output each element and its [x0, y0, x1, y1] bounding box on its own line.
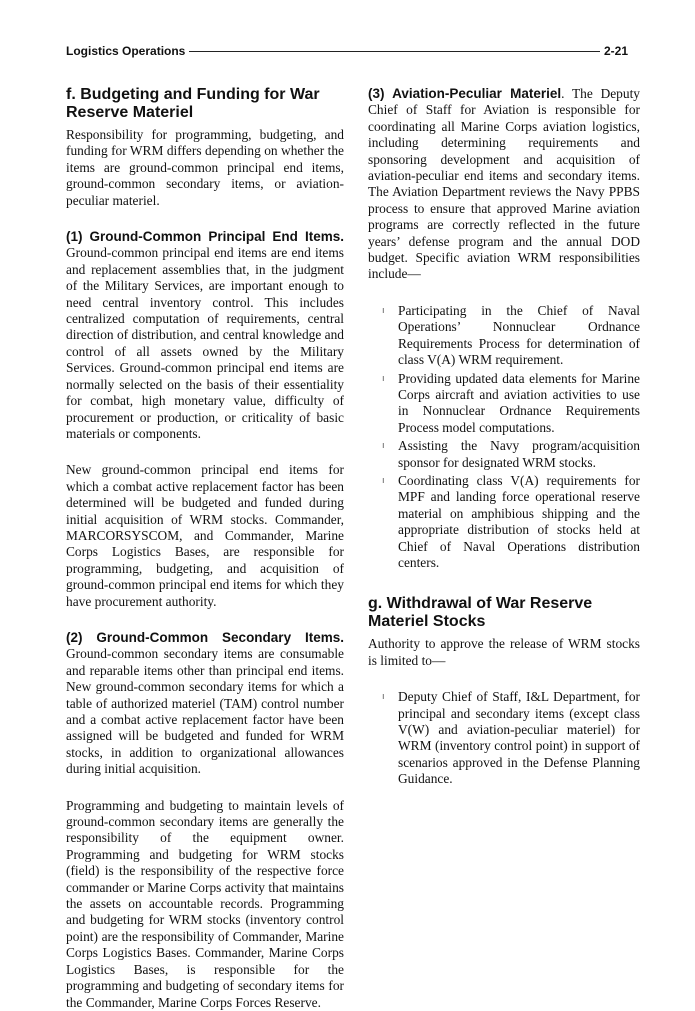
- right-column: [368, 86, 640, 808]
- running-header: [66, 41, 628, 61]
- list-item: ı Providing updated data elements for Marine Corps aircraft and aviation activities to use in Nonnuclear Ordnance Requirements Process model computations.: [382, 370, 640, 435]
- left-column: [66, 86, 344, 1011]
- sub1-heading: (1) Ground-Common Principal End Items.: [66, 229, 344, 245]
- header-section-title: Logistics Operations: [66, 44, 186, 58]
- bullet-icon: ı: [382, 305, 385, 316]
- sub1-paragraph: [66, 229, 344, 442]
- sub3-heading: (3) Aviation-Peculiar Materiel: [368, 86, 562, 101]
- sub2-heading: (2) Ground-Common Secondary Items.: [66, 629, 344, 645]
- bullet-icon: ı: [382, 475, 385, 486]
- section-f-heading: f. Budgeting and Funding for War Reserve Materiel: [66, 86, 320, 121]
- bullet-icon: ı: [382, 441, 385, 452]
- section-g-heading: g. Withdrawal of War Reserve Materiel Stocks: [368, 595, 593, 631]
- sub1-paragraph-2: New ground-common principal end items for which a combat active replacement factor has been determined will be budgeted and funded during initial acquisition of WRM stocks. Commander, MARCORSYSCOM, and Commander, Marine Corps Logistics Bases, are responsible for programming, budgeting, and acquisition of ground-common principal end items for which they have procurement authority.: [66, 462, 344, 609]
- sub2-paragraph: [66, 630, 344, 778]
- list-item: ı Coordinating class V(A) requirements for MPF and landing force operational reserve material on amphibious shipping and the appropriate distribution of stocks held at Chief of Naval Operations distribution centers.: [382, 472, 640, 570]
- sub2-body: Ground-common secondary items are consumable and reparable items other than principal end items. New ground-common secondary items for which a table of authorized materiel (TAM) control number and a combat active replacement factor have been assigned will be budgeted and funded for WRM stocks, in addition to organizational allowances during initial acquisition.: [66, 646, 344, 777]
- sub3-paragraph: [368, 86, 640, 283]
- list-item: ı Participating in the Chief of Naval Operations’ Nonnuclear Ordnance Requirements Process for determination of class V(A) WRM requirement.: [382, 302, 640, 368]
- page-number: 2-21: [603, 44, 628, 58]
- section-g-intro: Authority to approve the release of WRM stocks is limited to—: [368, 636, 640, 668]
- bullet-icon: ı: [382, 373, 385, 384]
- withdrawal-authority-list: [368, 689, 640, 787]
- bullet-icon: ı: [382, 692, 385, 703]
- list-item: ı Deputy Chief of Staff, I&L Department, for principal and secondary items (except class V(W) and aviation-peculiar materiel) for WRM (inventory control point) in support of scenarios approved in the Defense Planning Guidance.: [382, 689, 640, 787]
- sub3-body: . The Deputy Chief of Staff for Aviation is responsible for coordinating all Marine Corps aviation logistics, including determining requirements and sponsoring development and acquisition of aviation-peculiar end items and secondary items. The Aviation Department reviews the Navy PPBS process to ensure that approved Marine aviation programs are correctly reflected in the future years’ defense program and the annual DOD budget. Specific aviation WRM responsibilities include—: [368, 86, 640, 282]
- sub1-body: Ground-common principal end items are end items and replacement assemblies that, in the judgment of the Military Services, are important enough to need central inventory control. This includes centralized computation of requirements, central direction of distribution, and central knowledge and control of all assets owned by the Military Services. Ground-common principal end items are normally selected on the basis of their essentiality for combat, high monetary value, difficulty of procurement or production, or criticality of basic materials or components.: [66, 245, 344, 441]
- section-f-intro: Responsibility for programming, budgeting, and funding for WRM differs depending on whether the items are ground-common principal end items, ground-common secondary items, or aviation-peculiar materiel.: [66, 127, 344, 208]
- header-rule: [189, 51, 600, 52]
- aviation-responsibilities-list: [368, 303, 640, 572]
- list-item: ı Assisting the Navy program/acquisition sponsor for designated WRM stocks.: [382, 438, 640, 470]
- sub2-paragraph-2: Programming and budgeting to maintain levels of ground-common secondary items are generally the responsibility of the equipment owner. Programming and budgeting for WRM stocks (field) is the responsibility of the respective force commander or Marine Corps activity that maintains the assets on accountable records. Programming and budgeting for WRM stocks (inventory control point) are the responsibility of Commander, Marine Corps Logistics Bases. Commander, Marine Corps Logistics Bases, is responsible for the programming and budgeting of secondary items for the Commander, Marine Corps Forces Reserve.: [66, 797, 344, 1010]
